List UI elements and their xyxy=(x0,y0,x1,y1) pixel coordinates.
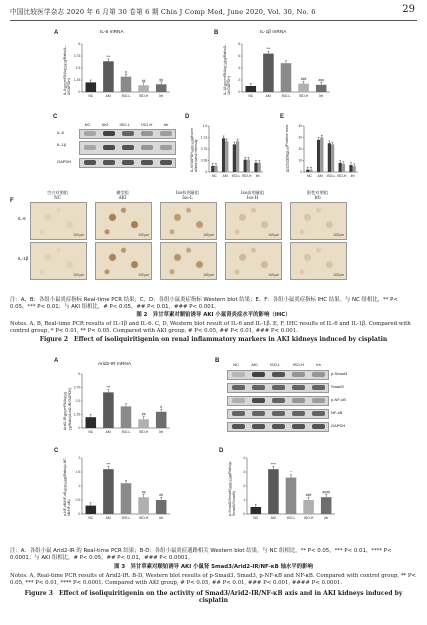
bar xyxy=(156,84,167,92)
blot-row-label: GAPDH xyxy=(331,423,346,428)
ihc-column-cn: 空白对照组 xyxy=(47,190,68,195)
bar xyxy=(303,500,314,514)
bar xyxy=(316,85,327,92)
fig2-panel-a xyxy=(54,30,180,105)
significance-label: # xyxy=(125,70,127,75)
bar xyxy=(349,165,352,172)
y-tick-label: 4 xyxy=(243,456,245,460)
y-axis-label: p-Smad3/Smad3灰度比值/Ratio(p-Smad3/Smad3) xyxy=(228,460,236,516)
blot-band xyxy=(160,145,172,150)
panel-title: IL-1β mRNA xyxy=(260,30,287,35)
page-number: 29 xyxy=(402,4,415,15)
x-tick-label: NC xyxy=(248,94,254,98)
x-tick-label: AKI xyxy=(265,94,272,98)
lane-isol: ISO-L xyxy=(119,122,130,127)
bar xyxy=(103,61,114,92)
y-tick-label: 20 xyxy=(298,147,302,151)
y-tick-label: 5 xyxy=(78,42,80,46)
fig2-title-en: Figure 2 Effect of isoliquiritigenin on renal inflammatory markers in AKI kidneys induced by cisplatin xyxy=(39,336,388,343)
y-tick-label: 0.5 xyxy=(75,498,80,502)
fig2-panel-f xyxy=(10,190,360,290)
ihc-column-en: Iso-H xyxy=(246,195,259,200)
blot-band xyxy=(122,160,134,165)
fig2-caption-en: Notes. A, B, Real-time PCR results of IL-1β and IL-6. C, D, Western blot result of IL-6 and IL-1β. E, F, IHC results of IL-6 and IL-1β. Compared with control group, * P< 0.01, ** P< 0.05. Compared with AKI group, # P< 0.05, ## P< 0.01, ### P< 0.001. xyxy=(10,321,411,335)
blot-band xyxy=(272,411,285,416)
bar xyxy=(321,497,332,514)
bar xyxy=(121,406,132,428)
scale-bar-label: 100 μm xyxy=(138,233,149,237)
x-tick-label: AKI xyxy=(105,94,112,98)
blot-band xyxy=(141,160,153,165)
scale-bar-label: 100 μm xyxy=(138,273,149,277)
y-tick-label: 10 xyxy=(298,158,302,163)
x-tick-label: Irb xyxy=(324,516,329,520)
bar xyxy=(317,140,320,172)
bar xyxy=(138,497,149,514)
significance-label: #### xyxy=(322,490,330,495)
y-tick-label: 4 xyxy=(238,66,240,70)
blot-row xyxy=(227,409,329,419)
ihc-micrograph xyxy=(30,242,87,280)
fig2-panel-b xyxy=(214,30,340,105)
bar xyxy=(138,85,149,92)
blot-row xyxy=(79,141,176,155)
y-tick-label: 2 xyxy=(243,484,245,488)
bar xyxy=(281,63,292,92)
y-tick-label: 0 xyxy=(78,90,80,94)
significance-label: ## xyxy=(141,78,146,83)
bar xyxy=(331,144,334,172)
lane-isol: ISO-L xyxy=(269,362,281,367)
x-tick-label: ISO-L xyxy=(286,516,296,520)
blot-band xyxy=(252,372,265,377)
blot-band xyxy=(141,145,153,150)
x-tick-label: NC xyxy=(253,516,259,520)
bar-chart xyxy=(72,368,172,438)
x-tick-label: Irb xyxy=(159,516,164,520)
scale-bar-label: 100 μm xyxy=(203,233,214,237)
x-tick-label: AKI xyxy=(222,174,228,178)
lane-nc: NC xyxy=(84,122,91,127)
scale-bar-label: 100 μm xyxy=(268,233,279,237)
lane-irb: Irb xyxy=(316,362,321,367)
blot-band xyxy=(232,385,245,390)
ihc-column-header xyxy=(290,190,345,200)
x-tick-label: NC xyxy=(88,430,94,434)
x-tick-label: Irb xyxy=(319,94,324,98)
panel-label: A xyxy=(54,358,59,364)
bar xyxy=(263,54,274,92)
bar xyxy=(286,478,297,514)
y-axis-label: p-NF-κB/NF-κB灰度比值/Ratio(p-NF-κB/NF-κB) xyxy=(63,457,71,516)
blot-band xyxy=(84,145,96,150)
y-tick-label: 6 xyxy=(238,54,240,58)
blot-row-label: p-Smad3 xyxy=(331,371,348,376)
blot-row-label: NF-κB xyxy=(331,410,343,415)
bar-chart xyxy=(72,38,172,102)
fig2-panel-d xyxy=(185,114,265,184)
y-tick-label: 0 xyxy=(78,426,80,430)
bar xyxy=(254,163,257,172)
y-tick-label: 2.5 xyxy=(75,66,80,70)
x-tick-label: ISO-L xyxy=(121,94,131,98)
ihc-column-en: NC xyxy=(54,195,61,200)
panel-label: D xyxy=(185,114,190,120)
ihc-column-en: AKI xyxy=(118,195,127,200)
blot-band xyxy=(252,385,265,390)
blot-band xyxy=(292,411,305,416)
blot-band xyxy=(84,131,96,136)
blot-band xyxy=(103,131,115,136)
lane-isoh: ISO-H xyxy=(141,122,153,127)
fig2-caption-cn: 注：A、B：各组小鼠炎症指标 Real-time PCR 结果；C、D：各组小鼠炎症指标 Western blot 结果；E、F：各组小鼠炎症指标 IHC 结果。与 NC 组相比，** P< 0.05，*** P< 0.01；与 AKI 组相比，# P< 0.05，## P< 0.01，### P< 0.001。 xyxy=(10,297,398,311)
bar xyxy=(225,141,228,172)
y-axis-label: IL-1β相对mRNA表达量/Ratio(IL-1β/GAPDH) xyxy=(223,43,231,95)
blot-band xyxy=(141,131,153,136)
y-tick-label: 8 xyxy=(238,42,240,46)
bar xyxy=(138,419,149,428)
bar xyxy=(247,160,250,172)
blot-band xyxy=(292,372,305,377)
x-tick-label: NC xyxy=(88,94,94,98)
bar xyxy=(233,144,236,172)
bar-chart xyxy=(199,120,265,182)
bar xyxy=(244,160,247,172)
x-tick-label: AKI xyxy=(105,516,112,520)
x-tick-label: ISO-L xyxy=(326,174,336,178)
bar xyxy=(258,163,261,172)
blot-row xyxy=(227,383,329,393)
scale-bar-label: 100 μm xyxy=(268,273,279,277)
blot-row-label: IL-1β xyxy=(57,142,67,147)
ihc-column-cn: 模型组 xyxy=(116,190,129,195)
lane-isoh: ISO-H xyxy=(292,362,304,367)
x-tick-label: AKI xyxy=(270,516,277,520)
y-tick-label: 1.13 xyxy=(200,135,207,140)
x-tick-label: Irb xyxy=(350,174,355,178)
x-tick-label: ISO-H xyxy=(337,174,347,178)
y-axis-label: 阳性区域面积比/Positive area xyxy=(285,125,289,172)
blot-row xyxy=(227,396,329,406)
bar xyxy=(86,82,97,92)
blot-band xyxy=(252,424,265,429)
blot-band xyxy=(292,385,305,390)
ihc-row-label: IL-6 xyxy=(18,216,26,221)
panel-label: B xyxy=(214,30,219,36)
fig2-title-cn: 图 2 异甘草素对顺铂诱导 AKI 小鼠肾炎症水平的影响（IHC） xyxy=(136,312,291,318)
y-tick-label: 0.38 xyxy=(200,158,207,163)
scale-bar-label: 100 μm xyxy=(203,273,214,277)
fig3-panel-d xyxy=(219,448,345,528)
y-tick-label: 2 xyxy=(238,78,240,82)
blot-band xyxy=(272,385,285,390)
blot-band xyxy=(122,145,134,150)
y-tick-label: 30 xyxy=(298,135,302,140)
lane-labels xyxy=(227,362,327,367)
y-tick-label: 0 xyxy=(238,90,240,94)
x-tick-label: Irb xyxy=(159,94,164,98)
bar xyxy=(353,166,356,172)
blot-band xyxy=(252,411,265,416)
fig3-panel-c xyxy=(54,448,180,528)
blot-row-label: IL-6 xyxy=(57,130,64,135)
panel-label: B xyxy=(215,358,220,364)
ihc-column-header xyxy=(225,190,280,200)
panel-label: C xyxy=(54,448,59,454)
significance-label: ## xyxy=(159,493,164,498)
bar xyxy=(328,143,331,172)
bar xyxy=(246,86,257,92)
significance-label: *** xyxy=(106,54,111,59)
journal-name: 中国比较医学杂志 2020 年 6 月第 30 卷第 6 期 Chin J Comp Med, June 2020, Vol. 30, No. 6 xyxy=(10,8,316,16)
ihc-column-cn: Iso高剂量组 xyxy=(240,190,265,195)
significance-label: ## xyxy=(141,490,146,495)
ihc-column-header xyxy=(95,190,150,200)
panel-label: D xyxy=(219,448,224,454)
bar-chart xyxy=(237,452,337,524)
ihc-micrograph xyxy=(95,202,152,240)
x-tick-label: NC xyxy=(306,174,312,178)
significance-label: ### xyxy=(305,493,312,498)
scale-bar-label: 100 μm xyxy=(73,233,84,237)
bar xyxy=(156,500,167,514)
x-tick-label: Irb xyxy=(159,430,164,434)
blot-band xyxy=(160,131,172,136)
x-tick-label: AKI xyxy=(105,430,112,434)
ihc-micrograph xyxy=(30,202,87,240)
lane-nc: NC xyxy=(233,362,239,367)
blot-row xyxy=(227,422,329,432)
y-tick-label: 40 xyxy=(298,124,302,128)
ihc-column-header xyxy=(30,190,85,200)
x-tick-label: NC xyxy=(211,174,217,178)
ihc-micrograph xyxy=(225,202,282,240)
blot-band xyxy=(292,398,305,403)
y-tick-label: 1.25 xyxy=(73,412,80,417)
x-tick-label: AKI xyxy=(317,174,323,178)
lane-aki: AKI xyxy=(251,362,258,367)
bar xyxy=(268,469,279,514)
fig3-title-cn: 图 3 异甘草素对顺铂诱导 AKI 小鼠肾 Smad3/Arid2-IR/NF-κB 轴水平的影响 xyxy=(114,564,313,570)
bar xyxy=(236,141,239,172)
ihc-column-cn: Iso低剂量组 xyxy=(175,190,200,195)
bar xyxy=(103,469,114,514)
blot-band xyxy=(292,424,305,429)
panel-label: C xyxy=(53,114,58,120)
header-rule xyxy=(10,20,417,21)
blot-band xyxy=(312,385,325,390)
x-tick-label: ISO-H xyxy=(303,516,314,520)
y-tick-label: 3.75 xyxy=(73,54,80,58)
panel-title: IL-6 mRNA xyxy=(100,30,124,35)
bar-chart xyxy=(294,120,360,182)
y-tick-label: 0 xyxy=(243,512,245,516)
panel-label: F xyxy=(10,198,14,204)
bar xyxy=(298,84,309,92)
bar xyxy=(214,166,217,172)
ihc-micrograph xyxy=(290,242,347,280)
x-tick-label: ISO-H xyxy=(298,94,309,98)
ihc-column-cn: 阳性对照组 xyxy=(307,190,328,195)
x-tick-label: ISO-L xyxy=(281,94,291,98)
x-tick-label: ISO-L xyxy=(121,516,131,520)
blot-band xyxy=(232,398,245,403)
bar xyxy=(121,77,132,92)
bar xyxy=(121,483,132,514)
blot-band xyxy=(103,145,115,150)
y-axis-label: IL-6相对mRNA表达量/Ratio(IL-6/GAPDH) xyxy=(63,45,71,95)
y-tick-label: 1.5 xyxy=(202,124,207,128)
lane-irb: Irb xyxy=(163,122,169,127)
scale-bar-label: 100 μm xyxy=(73,273,84,277)
y-tick-label: 0 xyxy=(205,170,207,174)
panel-label: E xyxy=(280,114,285,120)
bar xyxy=(103,392,114,428)
bar xyxy=(86,417,97,428)
blot-band xyxy=(312,372,325,377)
y-tick-label: 5 xyxy=(78,372,80,376)
significance-label: * xyxy=(290,470,292,475)
panel-title: Arid2-IR mRNA xyxy=(98,362,132,367)
journal-header xyxy=(0,0,427,22)
x-tick-label: NC xyxy=(88,516,94,520)
bar xyxy=(156,412,167,428)
y-tick-label: 1 xyxy=(78,484,80,488)
fig2-panel-c xyxy=(55,114,175,174)
ihc-column-en: Irb xyxy=(314,195,321,200)
blot-row-label: Smad3 xyxy=(331,384,344,389)
ihc-micrograph xyxy=(225,242,282,280)
fig3-title-en: Figure 3 Effect of isoliquiritigenin on the activity of Smad3/Arid2-IR/NF-κB axis and in AKI kidneys induced by cisplatin xyxy=(24,590,403,605)
fig3-panel-a xyxy=(54,358,180,440)
fig2-panel-e xyxy=(280,114,360,184)
y-tick-label: 3 xyxy=(243,470,245,474)
significance-label: *** xyxy=(106,385,111,390)
significance-label: ## xyxy=(141,412,146,417)
y-tick-label: 1.25 xyxy=(73,78,80,82)
x-tick-label: ISO-H xyxy=(138,430,149,434)
lane-aki: AKI xyxy=(101,122,109,127)
panel-label: A xyxy=(54,30,59,36)
x-tick-label: ISO-H xyxy=(138,94,149,98)
y-tick-label: 0 xyxy=(300,170,302,174)
ihc-micrograph xyxy=(95,242,152,280)
scale-bar-label: 100 μm xyxy=(333,233,344,237)
blot-band xyxy=(84,160,96,165)
blot-row xyxy=(79,129,176,139)
significance-label: ### xyxy=(300,77,307,82)
blot-band xyxy=(312,411,325,416)
y-tick-label: 2 xyxy=(78,456,80,460)
fig3-caption-en: Notes. A, Real-time PCR results of Arid2-IR. B-D, Western blot results of p-Smad3, Smad3, p-NF-κB and NF-κB. Compared with control group, ** P< 0.05, *** P< 0.01, **** P< 0.0001. Compared with AKI group, # P< 0.05, ## P< 0.01, ### P< 0.001, #### P< 0.0001. xyxy=(10,573,417,587)
blot-row xyxy=(79,158,176,168)
bar xyxy=(211,166,214,172)
x-tick-label: ISO-L xyxy=(231,174,241,178)
bar xyxy=(86,506,97,514)
blot-band xyxy=(312,424,325,429)
significance-label: ## xyxy=(159,77,164,82)
bar-chart xyxy=(72,452,172,524)
significance-label: **** xyxy=(270,462,277,467)
bar xyxy=(251,507,262,514)
ihc-row-label: IL-1β xyxy=(18,256,29,261)
significance-label: # xyxy=(160,405,163,410)
x-tick-label: ISO-L xyxy=(121,430,131,434)
blot-band xyxy=(103,160,115,165)
blot-row-label: p-NF-κB xyxy=(331,397,346,402)
y-tick-label: 3.75 xyxy=(73,385,80,390)
ihc-column-en: Iso-L xyxy=(182,195,193,200)
x-tick-label: ISO-H xyxy=(242,174,252,178)
blot-band xyxy=(232,372,245,377)
y-tick-label: 1 xyxy=(243,498,245,502)
bar xyxy=(339,163,342,172)
blot-band xyxy=(312,398,325,403)
blot-band xyxy=(272,424,285,429)
x-tick-label: Irb xyxy=(255,174,260,178)
y-axis-label: Arid2-IR相对mRNA表达量/Ratio(Arid2-IR/GAPDH) xyxy=(63,387,72,430)
y-tick-label: 0.75 xyxy=(200,147,207,151)
blot-band xyxy=(272,398,285,403)
blot-band xyxy=(122,131,134,136)
significance-label: ### xyxy=(318,78,325,83)
ihc-column-header xyxy=(160,190,215,200)
bar xyxy=(320,138,323,173)
blot-row xyxy=(227,370,329,380)
significance-label: *** xyxy=(106,462,111,467)
scale-bar-label: 100 μm xyxy=(333,273,344,277)
y-axis-label: IL-6/GAPDH灰度比值/Norm alized band intensity xyxy=(190,127,198,172)
ihc-micrograph xyxy=(160,202,217,240)
blot-band xyxy=(232,424,245,429)
fig3-caption-cn: 注：A：各组小鼠 Arid2-IR 的 Real-time PCR 结果；B-D：各组小鼠炎症通路相关 Western blot 结果。与 NC 组相比，** P< 0.05，*** P< 0.01，**** P< 0.0001；与 AKI 组相比，# P< 0.05，## P< 0.01，### P< 0.0001。 xyxy=(10,548,392,562)
bar xyxy=(342,164,345,172)
significance-label: *** xyxy=(266,47,271,52)
bar xyxy=(306,170,309,172)
blot-band xyxy=(160,160,172,165)
fig3-panel-b xyxy=(215,358,365,440)
y-tick-label: 2.5 xyxy=(75,399,80,403)
bar xyxy=(222,138,225,172)
y-tick-label: 1.5 xyxy=(75,470,80,474)
blot-band xyxy=(252,398,265,403)
y-tick-label: 0 xyxy=(78,512,80,516)
ihc-micrograph xyxy=(160,242,217,280)
blot-row-label: GAPDH xyxy=(57,159,72,164)
bar xyxy=(309,170,312,172)
x-tick-label: ISO-H xyxy=(138,516,149,520)
lane-labels xyxy=(79,122,174,127)
ihc-micrograph xyxy=(290,202,347,240)
bar-chart xyxy=(232,38,332,102)
blot-band xyxy=(232,411,245,416)
blot-band xyxy=(272,372,285,377)
